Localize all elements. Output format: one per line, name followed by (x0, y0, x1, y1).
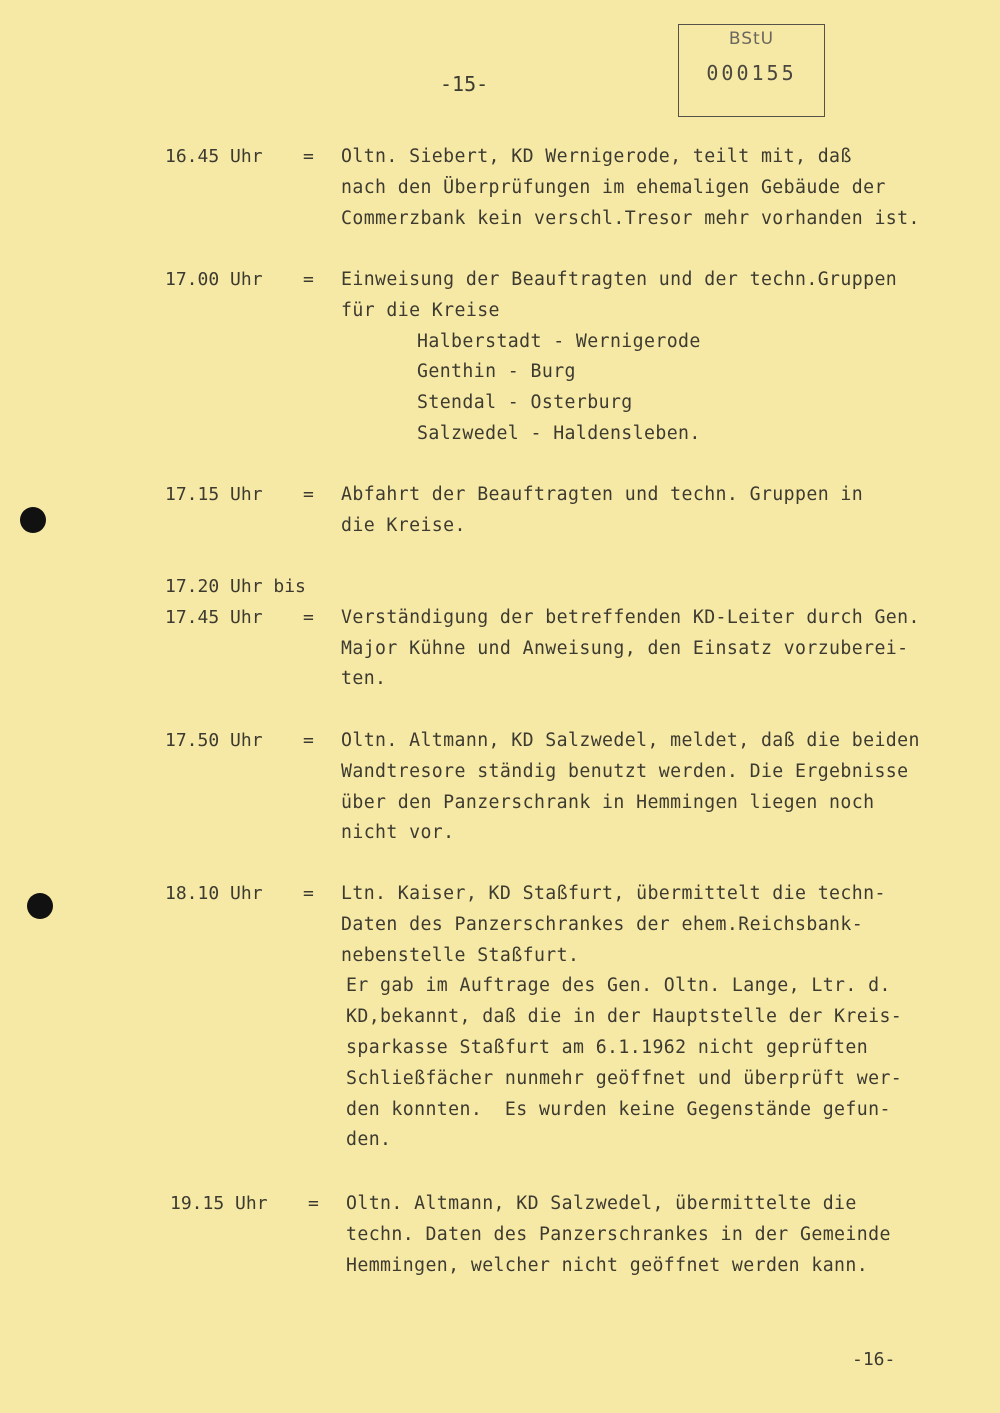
entry-line: Oltn. Altmann, KD Salzwedel, übermittelte die (346, 1193, 857, 1214)
entry-line: Major Kühne und Anweisung, den Einsatz vorzuberei- (341, 637, 909, 659)
district-pair: Genthin - Burg (417, 361, 576, 383)
entry-line: Ltn. Kaiser, KD Staßfurt, übermittelt die techn- (341, 883, 886, 904)
district-pair: Halberstadt - Wernigerode (417, 330, 701, 352)
entry-line: Abfahrt der Beauftragten und techn. Gruppen in (341, 484, 864, 505)
entry-text (341, 265, 996, 450)
entry-line: Oltn. Altmann, KD Salzwedel, meldet, daß die beiden (341, 730, 920, 751)
archive-stamp (678, 24, 825, 117)
entry-line: Wandtresore ständig benutzt werden. Die Ergebnisse (341, 760, 909, 782)
entry-time: 17.00 Uhr (165, 269, 263, 290)
stamp-number: 000155 (706, 61, 797, 85)
stamp-org: BStU (728, 29, 775, 49)
entry-line: für die Kreise (341, 299, 500, 321)
entry-line: Einweisung der Beauftragten und der techn.Gruppen (341, 269, 898, 290)
punch-hole (27, 893, 53, 919)
entry-line: Verständigung der betreffenden KD-Leiter durch Gen. (341, 606, 920, 628)
entry-line: KD,bekannt, daß die in der Hauptstelle der Kreis- (346, 1006, 903, 1028)
entry-time-start: 17.20 Uhr bis (165, 576, 306, 597)
entry-separator: = (303, 146, 314, 167)
entry-text (341, 879, 996, 1156)
entry-separator: = (308, 1193, 319, 1214)
entry-time: 17.15 Uhr (165, 484, 263, 505)
entry-line: Er gab im Auftrage des Gen. Oltn. Lange, Ltr. d. (346, 975, 891, 997)
entry-separator: = (303, 883, 314, 904)
entry-line: Schließfächer nunmehr geöffnet und überprüft wer- (346, 1067, 903, 1089)
entry-separator: = (303, 269, 314, 290)
entry-line: die Kreise. (341, 514, 466, 536)
entry-line: nebenstelle Staßfurt. (341, 944, 580, 966)
entry-line: den konnten. Es wurden keine Gegenstände gefun- (346, 1098, 891, 1120)
entry-text (341, 603, 996, 695)
entry-line: Commerzbank kein verschl.Tresor mehr vorhanden ist. (341, 207, 920, 229)
entry-line: sparkasse Staßfurt am 6.1.1962 nicht geprüften (346, 1036, 869, 1058)
entry-line: nicht vor. (341, 822, 455, 844)
entry-separator: = (303, 484, 314, 505)
entry-separator: = (303, 606, 314, 628)
district-pair: Salzwedel - Haldensleben. (417, 422, 701, 444)
entry-text (341, 726, 996, 849)
entry-line: techn. Daten des Panzerschrankes in der Gemeinde (346, 1223, 891, 1245)
entry-time: 16.45 Uhr (165, 146, 263, 167)
entry-line: ten. (341, 668, 387, 690)
entry-time-end: 17.45 Uhr (165, 606, 263, 628)
entry-line: Oltn. Siebert, KD Wernigerode, teilt mit, daß (341, 146, 852, 167)
page-number: -15- (440, 72, 489, 96)
entry-text (346, 1189, 1000, 1281)
entry-text (341, 142, 996, 234)
entry-time: 19.15 Uhr (170, 1193, 268, 1214)
entry-line: über den Panzerschrank in Hemmingen liegen noch (341, 791, 875, 813)
district-pair: Stendal - Osterburg (417, 392, 633, 414)
entry-time: 18.10 Uhr (165, 883, 263, 904)
entry-text (341, 480, 996, 542)
entry-separator: = (303, 730, 314, 751)
entry-line: Hemmingen, welcher nicht geöffnet werden kann. (346, 1254, 869, 1276)
punch-hole (20, 507, 46, 533)
entry-line: nach den Überprüfungen im ehemaligen Gebäude der (341, 176, 886, 198)
next-page-marker: -16- (852, 1349, 896, 1370)
entry-line: den. (346, 1129, 392, 1151)
entry-line: Daten des Panzerschrankes der ehem.Reichsbank- (341, 913, 864, 935)
entry-time: 17.50 Uhr (165, 730, 263, 751)
